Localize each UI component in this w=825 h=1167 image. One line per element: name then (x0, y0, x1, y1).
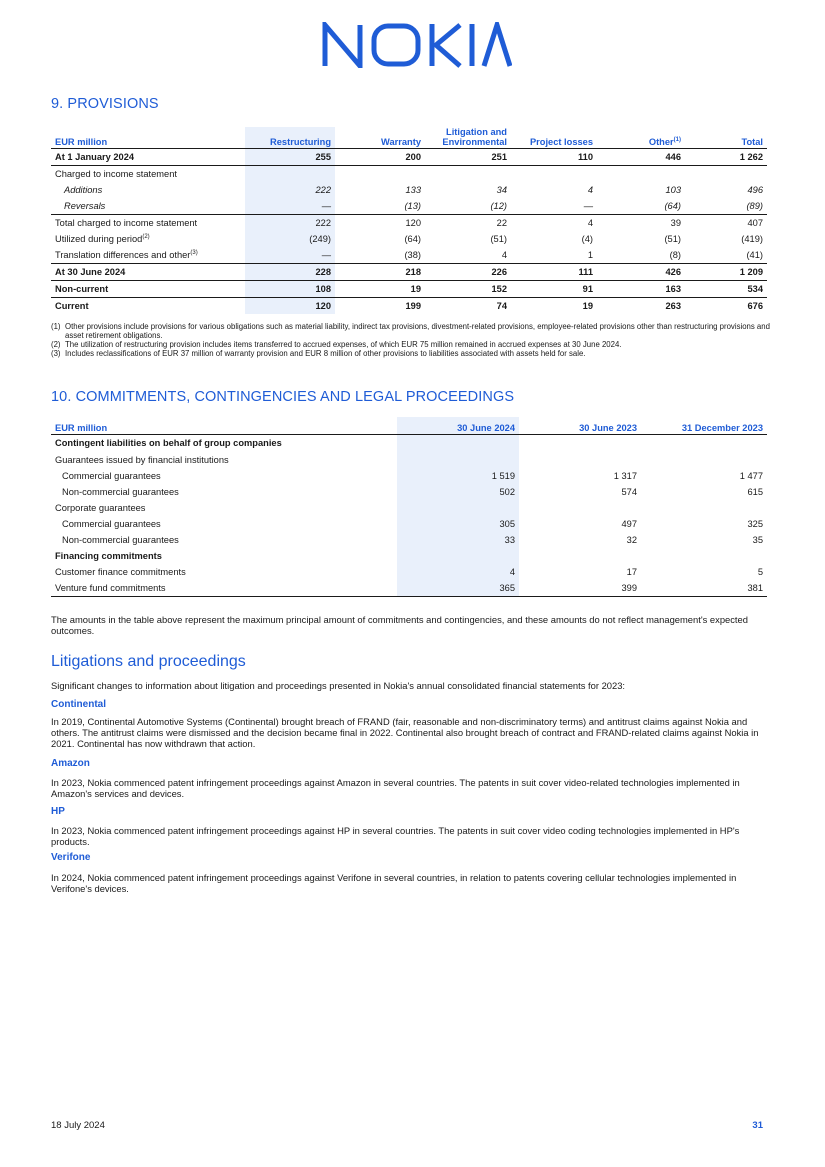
footnote (51, 349, 775, 358)
cell: 17 (626, 566, 637, 577)
column-header: Litigation and Environmental (425, 127, 511, 149)
cell: 32 (626, 534, 637, 545)
row-label: Non-commercial guarantees (62, 534, 179, 545)
cell: 1 519 (397, 468, 519, 484)
footnote-number: (1) (51, 322, 61, 331)
cell: (419) (741, 234, 763, 244)
cell: (12) (490, 201, 507, 211)
table-row (51, 564, 767, 580)
cell: (64) (404, 234, 421, 244)
row-label: Translation differences and other (55, 250, 191, 260)
cell: 103 (665, 185, 681, 195)
table-row (51, 281, 767, 298)
table-row (51, 484, 767, 500)
table-row (51, 149, 767, 166)
cell: (249) (245, 231, 335, 247)
cell: (89) (746, 201, 763, 211)
cell: 4 (511, 215, 597, 232)
cell: 497 (621, 518, 637, 529)
cell: 534 (685, 281, 767, 298)
cell: 446 (597, 149, 685, 166)
cell: (41) (685, 247, 767, 264)
litigation-text-amazon: In 2023, Nokia commenced patent infringement proceedings against Amazon in several countries. The patents in suit cover video-related technologies implemented in Amazon's services and devices. (51, 777, 740, 799)
cell: (51) (664, 234, 681, 244)
footnote-ref: (2) (142, 234, 150, 240)
footnote (51, 322, 775, 340)
row-label: Financing commitments (55, 550, 162, 561)
cell: 120 (335, 215, 425, 232)
row-label: Contingent liabilities on behalf of group companies (55, 438, 282, 449)
cell: 676 (747, 301, 763, 311)
cell: 108 (245, 281, 335, 298)
footer-date: 18 July 2024 (51, 1120, 105, 1131)
cell: 19 (335, 281, 425, 298)
cell: 381 (641, 580, 767, 597)
cell: 19 (582, 301, 593, 311)
table-row (51, 231, 767, 247)
litigation-text-continental: In 2019, Continental Automotive Systems (Continental) brought breach of FRAND (fair, reasonable and non-discriminatory terms) and antitrust claims against Nokia and others. The antitrust claims were dismissed and the decision became final in 2022. Continental also brought breach of contract and FRAND-related claims against Nokia in 2021. Continental has now withdrawn that action. (51, 716, 759, 749)
cell: 325 (747, 518, 763, 529)
column-header: EUR million (51, 127, 245, 149)
cell: 39 (597, 215, 685, 232)
table-header-row (51, 417, 767, 435)
row-label: Commercial guarantees (62, 470, 161, 481)
table-row (51, 468, 767, 484)
cell: 120 (245, 298, 335, 315)
cell: 1 477 (739, 470, 763, 481)
footnote-number: (2) (51, 340, 61, 349)
column-header: 31 December 2023 (641, 417, 767, 435)
cell: 200 (335, 149, 425, 166)
cell: 502 (397, 484, 519, 500)
row-label: Venture fund commitments (51, 580, 397, 597)
footnote-text: Other provisions include provisions for various obligations such as material liability, indirect tax provisions, divestment-related provisions, employee-related provisions other than restructuring provisions and asset retirement obligations. (65, 322, 770, 340)
commitments-table (51, 417, 767, 597)
footnote-ref: (1) (673, 137, 681, 143)
table-row (51, 182, 767, 198)
column-header: Other (648, 137, 674, 147)
footnote-number: (3) (51, 349, 61, 358)
cell: 407 (685, 215, 767, 232)
nokia-logo (322, 22, 512, 68)
cell: 365 (397, 580, 519, 597)
row-label: Customer finance commitments (55, 566, 186, 577)
cell: 1 262 (685, 149, 767, 166)
column-header: Warranty (335, 127, 425, 149)
section-title-provisions: 9. PROVISIONS (51, 96, 159, 112)
cell: (8) (597, 247, 685, 264)
cell: 4 (397, 564, 519, 580)
footnote-ref: (3) (190, 250, 198, 256)
cell: 163 (597, 281, 685, 298)
cell: 615 (747, 486, 763, 497)
table-header-row (51, 127, 767, 149)
cell: 251 (425, 149, 511, 166)
table-row (51, 548, 767, 564)
cell: 4 (587, 185, 593, 195)
cell: 263 (665, 301, 681, 311)
cell: 574 (621, 486, 637, 497)
column-header: Total (685, 127, 767, 149)
cell: 399 (519, 580, 641, 597)
cell: 228 (245, 264, 335, 281)
row-label: Corporate guarantees (55, 502, 146, 513)
table-row (51, 516, 767, 532)
litigations-title: Litigations and proceedings (51, 653, 246, 670)
table-row (51, 532, 767, 548)
litigation-text-hp: In 2023, Nokia commenced patent infringement proceedings against HP in several countries. The patents in suit cover video coding technologies implemented in HP's products. (51, 825, 740, 847)
litigation-heading-continental: Continental (51, 699, 106, 710)
litigation-heading-amazon: Amazon (51, 758, 90, 769)
cell: 226 (425, 264, 511, 281)
table-row (51, 215, 767, 232)
litigations-intro: Significant changes to information about litigation and proceedings presented in Nokia's annual consolidated financial statements for 2023: (51, 680, 626, 691)
row-label-cell (51, 231, 245, 247)
cell: 33 (397, 532, 519, 548)
cell: 1 209 (685, 264, 767, 281)
table-row (51, 247, 767, 264)
table-row (51, 264, 767, 281)
cell: 218 (335, 264, 425, 281)
cell: (38) (335, 247, 425, 264)
table-row (51, 166, 767, 183)
cell: 22 (425, 215, 511, 232)
cell: 35 (752, 534, 763, 545)
cell: 426 (597, 264, 685, 281)
footnote (51, 340, 775, 349)
litigation-heading-hp: HP (51, 806, 65, 817)
cell: — (583, 201, 593, 211)
cell: 111 (511, 264, 597, 281)
cell: 255 (245, 149, 335, 166)
row-label: Guarantees issued by financial institutions (55, 454, 229, 465)
column-header: 30 June 2023 (519, 417, 641, 435)
section-title-commitments: 10. COMMITMENTS, CONTINGENCIES AND LEGAL PROCEEDINGS (51, 389, 515, 405)
table-row (51, 500, 767, 516)
footnote-text: The utilization of restructuring provision includes items transferred to accrued expenses, of which EUR 75 million remained in accrued expenses at 30 June 2024. (65, 340, 622, 349)
table-row (51, 198, 767, 215)
cell: (4) (581, 234, 593, 244)
page-number: 31 (752, 1120, 763, 1131)
litigation-heading-verifone: Verifone (51, 852, 91, 863)
cell: — (245, 198, 335, 215)
cell: 222 (245, 182, 335, 198)
cell: (51) (490, 234, 507, 244)
cell: 1 317 (613, 470, 637, 481)
row-label: Additions (64, 185, 103, 195)
column-header: EUR million (51, 417, 397, 435)
row-label: Utilized during period (55, 234, 143, 244)
cell: 34 (496, 185, 507, 195)
commitments-note: The amounts in the table above represent the maximum principal amount of commitments and contingencies, and these amounts do not reflect management's expected outcomes. (51, 614, 748, 636)
cell: (13) (404, 201, 421, 211)
table-row (51, 452, 767, 468)
cell: 4 (425, 247, 511, 264)
table-row (51, 580, 767, 597)
litigation-text-verifone: In 2024, Nokia commenced patent infringement proceedings against Verifone in several countries, in relation to patents covering cellular technologies implemented in Verifone's devices. (51, 872, 737, 894)
cell: — (245, 247, 335, 264)
column-header: 30 June 2024 (397, 417, 519, 435)
cell: 496 (747, 185, 763, 195)
row-label: Non-current (51, 281, 245, 298)
row-label-cell (51, 247, 245, 264)
cell: 152 (425, 281, 511, 298)
row-label: At 30 June 2024 (51, 264, 245, 281)
provisions-table (51, 127, 767, 314)
column-header: Project losses (511, 127, 597, 149)
cell: 199 (405, 301, 421, 311)
cell: 222 (245, 215, 335, 232)
cell: 5 (757, 566, 763, 577)
cell: 91 (511, 281, 597, 298)
row-label: Reversals (64, 201, 106, 211)
row-label: At 1 January 2024 (51, 149, 245, 166)
row-label: Charged to income statement (55, 169, 177, 179)
row-label: Total charged to income statement (51, 215, 245, 232)
cell: 74 (496, 301, 507, 311)
table-row (51, 298, 767, 315)
row-label: Non-commercial guarantees (62, 486, 179, 497)
cell: 133 (405, 185, 421, 195)
table-row (51, 435, 767, 452)
footnote-text: Includes reclassifications of EUR 37 million of warranty provision and EUR 8 million of other provisions to liabilities associated with assets held for sale. (65, 349, 586, 358)
cell: 305 (397, 516, 519, 532)
column-header-other (597, 127, 685, 149)
provisions-footnotes (51, 322, 775, 358)
column-header: Restructuring (245, 127, 335, 149)
row-label: Current (55, 301, 89, 311)
cell: 110 (511, 149, 597, 166)
row-label: Commercial guarantees (62, 518, 161, 529)
cell: (64) (664, 201, 681, 211)
cell: 1 (511, 247, 597, 264)
